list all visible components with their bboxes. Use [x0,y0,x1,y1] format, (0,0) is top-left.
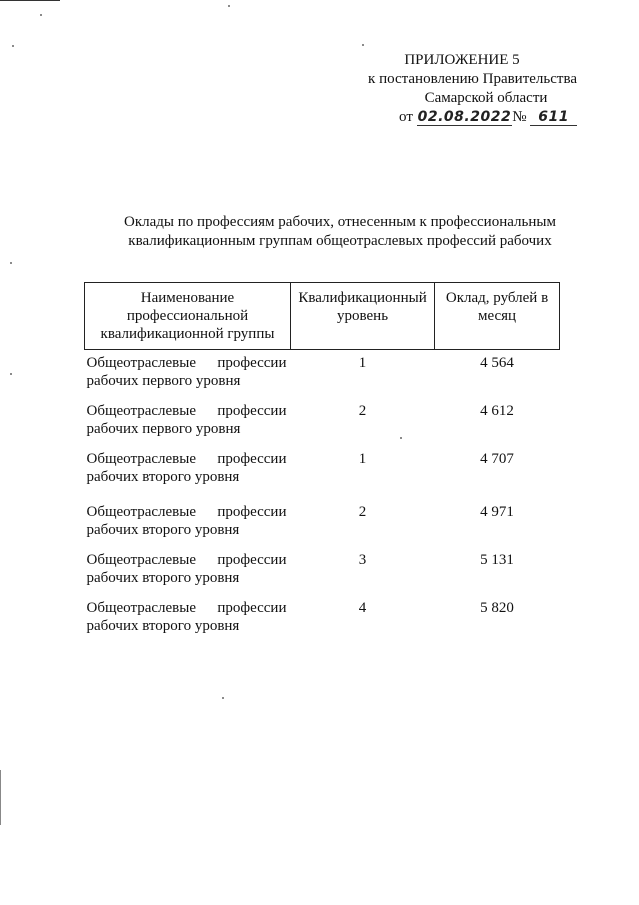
group-name-line-2: рабочих второго уровня [86,618,240,634]
scan-speck [222,697,224,699]
salary-cell: 4 707 [480,451,514,467]
table-row [85,350,560,399]
table-row [85,446,560,499]
group-name-word: Общеотраслевые [86,600,196,616]
scan-speck [10,262,12,264]
group-name-word: Общеотраслевые [86,451,196,467]
header-qualification-level: Квалификационный уровень [291,283,435,350]
title-line-1: Оклады по профессиям рабочих, отнесенным к профессиональным [124,214,556,230]
appendix-header [347,51,577,127]
group-name-word: Общеотраслевые [86,355,196,371]
header-group-name: Наименование профессиональной квалификационной группы [85,283,291,350]
document-title [80,213,600,251]
group-name-line-2: рабочих второго уровня [86,469,240,485]
appendix-date-row [347,108,577,127]
handwritten-date: 02.08.2022 [417,109,512,125]
title-line-2: квалификационным группам общеотраслевых профессий рабочих [128,233,552,249]
group-name-word: Общеотраслевые [86,552,196,568]
salary-cell: 4 612 [480,403,514,419]
level-cell: 2 [358,504,367,520]
table-row [85,398,560,446]
salary-cell: 4 971 [480,504,514,520]
scan-speck [40,14,42,16]
group-name-word: Общеотраслевые [86,403,196,419]
group-name-line-2: рабочих первого уровня [86,373,241,389]
header-salary: Оклад, рублей в месяц [435,283,560,350]
table-row [85,499,560,547]
level-cell: 4 [358,600,367,616]
appendix-region-line: Самарской области [424,90,548,106]
appendix-resolution-line: к постановлению Правительства [368,71,577,87]
scan-speck [362,44,364,46]
handwritten-number: 611 [530,109,577,126]
group-name-word: профессии [217,451,287,467]
from-label: от [399,109,413,125]
salary-cell: 5 820 [480,600,514,616]
scan-speck [10,373,12,375]
salary-cell: 5 131 [480,552,514,568]
group-name-cell [85,547,291,595]
group-name-cell [85,398,291,446]
level-cell: 3 [358,552,367,568]
group-name-cell [85,595,291,643]
appendix-heading: ПРИЛОЖЕНИЕ 5 [404,52,520,68]
salary-cell: 4 564 [480,355,514,371]
group-name-cell [85,499,291,547]
scan-speck [12,45,14,47]
group-name-cell [85,446,291,499]
level-cell: 1 [358,355,367,371]
level-cell: 1 [358,451,367,467]
group-name-cell [85,350,291,399]
number-sign: № [512,109,527,125]
scan-speck [228,5,230,7]
scan-edge-mark [0,770,1,825]
table-row [85,595,560,643]
scan-edge-line [0,0,60,1]
group-name-word: профессии [217,504,287,520]
group-name-line-2: рабочих второго уровня [86,522,240,538]
level-cell: 2 [358,403,367,419]
group-name-word: Общеотраслевые [86,504,196,520]
group-name-line-2: рабочих второго уровня [86,570,240,586]
salary-table [84,282,560,643]
table-header-row [85,283,560,350]
group-name-word: профессии [217,403,287,419]
group-name-word: профессии [217,552,287,568]
group-name-word: профессии [217,355,287,371]
table-row [85,547,560,595]
group-name-line-2: рабочих первого уровня [86,421,241,437]
group-name-word: профессии [217,600,287,616]
